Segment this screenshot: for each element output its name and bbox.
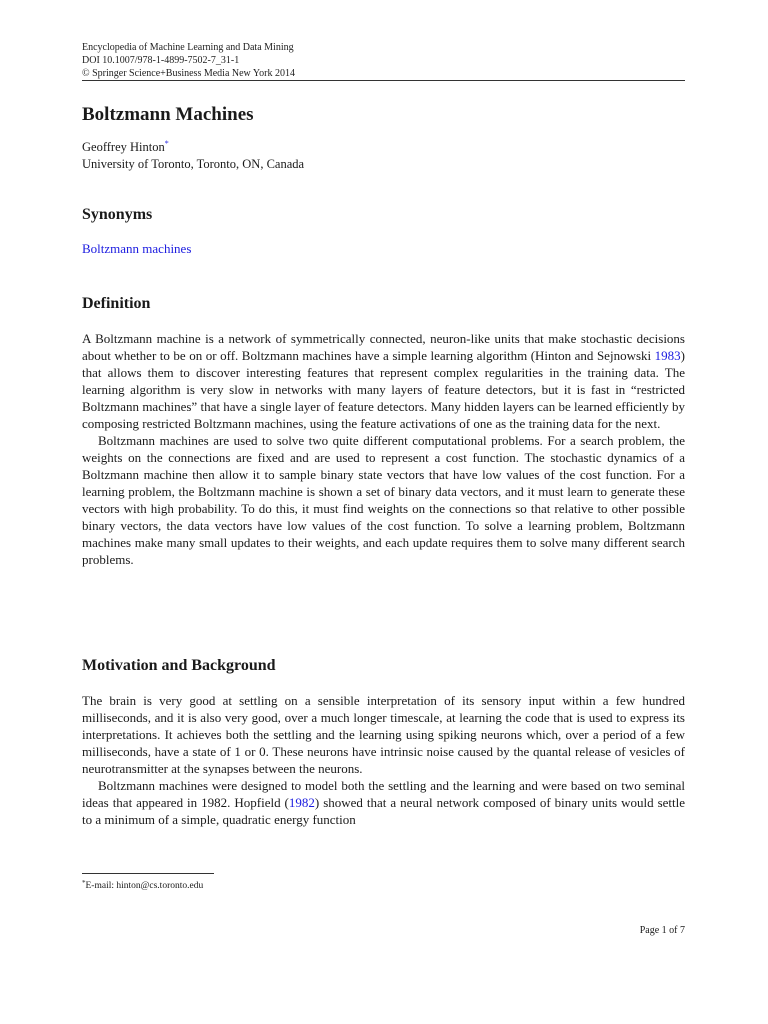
copyright: © Springer Science+Business Media New York 2014 [82, 68, 295, 79]
author-affiliation: University of Toronto, Toronto, ON, Canada [82, 157, 305, 171]
running-header [82, 41, 295, 80]
section-heading-synonyms: Synonyms [82, 206, 153, 223]
page-number: Page 1 of 7 [639, 925, 685, 936]
motivation-paragraph-2 [82, 777, 685, 828]
definition-paragraph-2: Boltzmann machines are used to solve two quite different computational problems. For a search problem, the weights on the connections are fixed and are used to represent a cost function. The stochastic dynamics of a Boltzmann machine then allow it to sample binary state vectors that have low values of the cost function. For a learning problem, the Boltzmann machine is shown a set of binary data vectors, and it must learn to generate these vectors with high probability. To do this, it must find weights on the connections so that relative to other possible binary vectors, the data vectors have low values of the cost function. To solve a learning problem, Boltzmann machines make many small updates to their weights, and each update requires them to solve many different search problems. [82, 433, 685, 567]
footnote-mark: * [82, 879, 86, 887]
citation-link-1983[interactable]: 1983 [654, 348, 681, 363]
document-page [82, 0, 685, 1024]
header-divider [82, 80, 685, 81]
text-run: Boltzmann machines were designed to model both the settling and the learning and were based on two seminal ideas that appeared in 1982. Hopfield ( [82, 778, 685, 810]
doi: DOI 10.1007/978-1-4899-7502-7_31-1 [82, 55, 240, 66]
footnote-text: E-mail: hinton@cs.toronto.edu [85, 881, 204, 891]
text-run: ) that allows them to discover interesting features that represent complex regularities in the training data. The learning algorithm is very slow in networks with many layers of feature detectors, but it is fast in “restricted Boltzmann machines” that have a single layer of feature detectors. Many hidden layers can be learned efficiently by composing restricted Boltzmann machines, using the feature activations of one as the training data for the next. [82, 348, 685, 431]
text-run: A Boltzmann machine is a network of symmetrically connected, neuron-like units that make stochastic decisions about whether to be on or off. Boltzmann machines have a simple learning algorithm (Hinton and Sejnowski [82, 331, 685, 363]
section-heading-definition: Definition [82, 295, 151, 312]
text-run: ) showed that a neural network composed of binary units would settle to a minimum of a simple, quadratic energy function [82, 795, 686, 827]
synonym-link[interactable]: Boltzmann machines [82, 241, 192, 256]
definition-body [82, 330, 685, 568]
motivation-paragraph-1: The brain is very good at settling on a sensible interpretation of its sensory input within a few hundred milliseconds, and it is also very good, over a much longer timescale, at learning the code that is used to express its interpretations. It achieves both the settling and the learning using spiking neurons which, over a period of a few milliseconds, have a state of 1 or 0. These neurons have intrinsic noise caused by the quantal release of vesicles of neurotransmitter at the synapses between the neurons. [82, 693, 685, 776]
citation-link-1982[interactable]: 1982 [288, 795, 315, 810]
author-line [82, 139, 304, 156]
motivation-body [82, 692, 685, 828]
author-name: Geoffrey Hinton [82, 140, 165, 154]
footnote-divider [82, 873, 214, 874]
journal-name: Encyclopedia of Machine Learning and Data Mining [82, 42, 294, 53]
definition-paragraph-1 [82, 330, 685, 432]
section-heading-motivation: Motivation and Background [82, 657, 276, 674]
article-title: Boltzmann Machines [82, 104, 254, 125]
footnote [82, 880, 203, 892]
author-block [82, 139, 304, 173]
author-footnote-mark[interactable]: * [164, 139, 169, 148]
